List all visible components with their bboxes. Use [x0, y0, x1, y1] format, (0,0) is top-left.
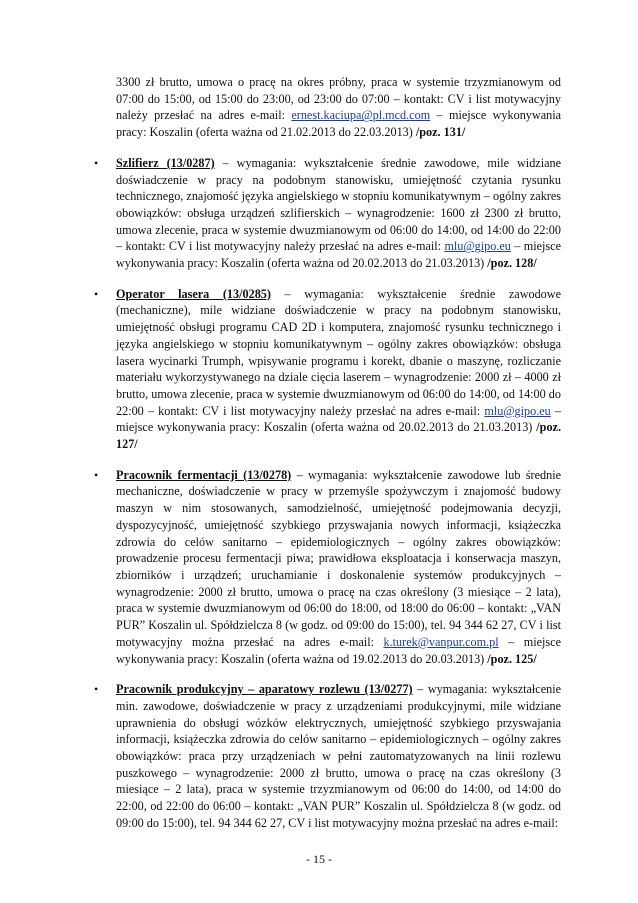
position-number: /poz. 125/: [487, 651, 537, 666]
position-number: /poz. 131/: [415, 125, 466, 140]
job-entry-operator-lasera: [94, 286, 562, 453]
entry-text: – wymagania: wykształcenie min. zawodowe, doświadczenie w pracy z urządzeniami produkcyjnymi, mile widziane uprawnienia do obsługi wózków elektrycznych, umiejętność szybkiego przyswajania informacji, książeczka zdrowia do celów sanitarno – epidemiologicznych – ogólny zakres obowiązków: praca przy urządzeniach w pełni zautomatyzowanych na linii rozlewu puszkowego – wynagrodzenie: 2000 zł brutto, umowa o pracę na czas określony (3 miesiące – 2 lata), praca w systemie trzyzmianowym od 06:00 do 14:00, od 14:00 do 22:00, od 22:00 do 06:00 – kontakt: „VAN PUR” Koszalin ul. Spółdzielcza 8 (w godz. od 09:00 do 15:00), tel. 94 344 62 27, CV i list motywacyjny można przesłać na adres e-mail:: [116, 682, 561, 830]
entry-paragraph: [116, 155, 561, 272]
job-listings: [94, 74, 562, 832]
job-entry-continued: [116, 74, 561, 141]
email-link[interactable]: mlu@gipo.eu: [484, 403, 551, 418]
entry-text: 3300 zł brutto, umowa o pracę na okres próbny, praca w systemie trzyzmianowym od 07:00 do 15:00, od 15:00 do 23:00, od 23:00 do 07:00 – kontakt: CV i list motywacyjny należy przesłać na adres e-mail:: [116, 75, 561, 123]
email-link[interactable]: mlu@gipo.eu: [444, 239, 511, 254]
job-title: Operator lasera (13/0285): [116, 286, 271, 301]
entry-text: – wymagania: wykształcenie zawodowe lub średnie mechaniczne, doświadczenie w pracy w przemyśle spożywczym i znajomość budowy maszyn w nim stosowanych, samodzielność, umiejętność podejmowania decyzji, dyspozycyjność, umiejętność szybkiego przyswajania nowych informacji, książeczka zdrowia do celów sanitarno – epidemiologicznych – ogólny zakres obowiązków: prowadzenie procesu fermentacji piwa; prawidłowa eksploatacja i konserwacja maszyn, zbiorników i urządzeń; uruchamianie i doskonalenie systemów produkcyjnych – wynagrodzenie: 2000 zł brutto, umowa o pracę na czas określony (3 miesiące – 2 lata), praca w systemie dwuzmianowym od 06:00 do 18:00, od 18:00 do 06:00 – kontakt: „VAN PUR” Koszalin ul. Spółdzielcza 8 (w godz. od 09:00 do 15:00), tel. 94 344 62 27, CV i list motywacyjny można przesłać na adres e-mail:: [116, 467, 561, 649]
job-entry-pracownik-produkcyjny: [94, 681, 561, 831]
job-title: Szlifierz (13/0287): [116, 155, 215, 170]
position-number: /poz. 128/: [487, 256, 537, 271]
entry-text-tail: – miejsce wykonywania pracy: Koszalin (oferta ważna od 20.02.2013 do 21.03.2013): [116, 239, 561, 271]
job-entry-szlifierz: [94, 155, 561, 272]
entry-paragraph: [116, 74, 561, 141]
position-number: /poz. 127/: [116, 420, 561, 452]
email-link[interactable]: k.turek@vanpur.com.pl: [383, 634, 499, 649]
entry-text: – wymagania: wykształcenie średnie zawodowe, mile widziane doświadczenie w pracy na podobnym stanowisku, umiejętność czytania rysunku technicznego, znajomość języka angielskiego w stopniu komunikatywnym – ogólny zakres obowiązków: obsługa urządzeń szlifierskich – wynagrodzenie: 1600 zł 2300 zł brutto, umowa zlecenie, praca w systemie dwuzmianowym od 06:00 do 14:00, od 14:00 do 22:00 – kontakt: CV i list motywacyjny należy przesłać na adres e-mail:: [116, 155, 561, 254]
entry-paragraph: [116, 286, 561, 453]
job-title: Pracownik produkcyjny – aparatowy rozlewu (13/0277): [116, 682, 413, 697]
entry-text-tail: – miejsce wykonywania pracy: Koszalin (oferta ważna od 19.02.2013 do 20.03.2013): [116, 634, 561, 666]
job-entry-pracownik-fermentacji: [94, 467, 561, 667]
job-title: Pracownik fermentacji (13/0278): [116, 467, 292, 482]
entry-paragraph: [116, 681, 561, 831]
page-number: - 15 -: [306, 852, 332, 866]
entry-text-tail: – miejsce wykonywania pracy: Koszalin (oferta ważna od 20.02.2013 do 21.03.2013): [116, 403, 562, 435]
bullet-icon: •: [94, 682, 99, 697]
entry-paragraph: [116, 467, 561, 667]
bullet-icon: •: [94, 286, 99, 301]
bullet-icon: •: [94, 155, 99, 170]
bullet-icon: •: [94, 467, 99, 482]
entry-text: – wymagania: wykształcenie średnie zawodowe (mechaniczne), mile widziane doświadczenie w pracy na podobnym stanowisku, umiejętność obsługi programu CAD 2D i komputera, znajomość rysunku technicznego i języka angielskiego w stopniu komunikatywnym – ogólny zakres obowiązków: obsługa lasera wycinarki Trumph, wpisywanie programu i korekt, dbanie o maszynę, rozliczanie materiału wykorzystywanego na dziale cięcia laserem – wynagrodzenie: 2000 zł – 4000 zł brutto, umowa zlecenie, praca w systemie dwuzmianowym od 06:00 do 14:00, od 14:00 do 22:00 – kontakt: CV i list motywacyjny należy przesłać na adres e-mail:: [116, 286, 561, 418]
entry-text-tail: – miejsce wykonywania pracy: Koszalin (oferta ważna od 21.02.2013 do 22.03.2013): [116, 108, 562, 140]
email-link[interactable]: ernest.kaciupa@pl.mcd.com: [291, 108, 431, 123]
